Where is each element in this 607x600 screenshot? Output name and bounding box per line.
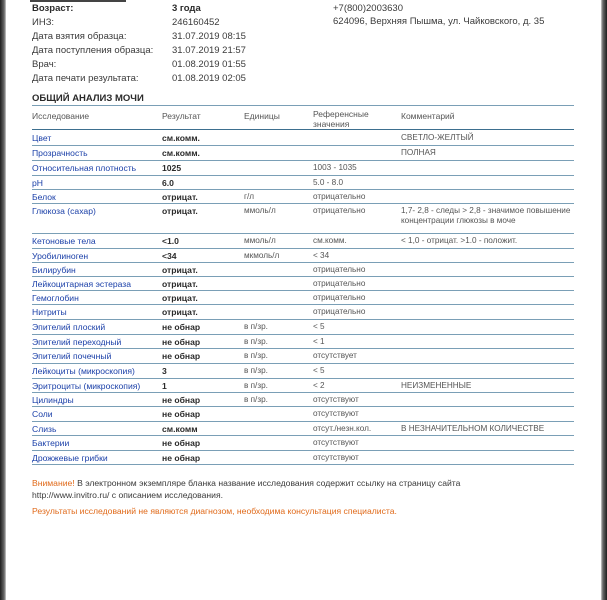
- reference-value: отсут./незн.кол.: [313, 424, 372, 433]
- test-name: Билирубин: [32, 265, 76, 275]
- reference-value: < 34: [313, 251, 330, 260]
- reference-value: отсутствует: [313, 351, 357, 360]
- doctor-label: Врач:: [32, 59, 57, 70]
- table-row: [32, 291, 574, 305]
- units-value: в п/зр.: [244, 351, 268, 360]
- result-value: не обнар: [162, 453, 201, 463]
- comment-text: 1,7- 2,8 - следы > 2,8 - значимое повышение концентрации глюкозы в моче: [401, 206, 571, 225]
- result-value: 1: [162, 381, 167, 391]
- test-name: Кетоновые тела: [32, 236, 96, 246]
- disclaimer-note: Результаты исследований не являются диагнозом, необходима консультация специалиста.: [32, 506, 397, 516]
- reference-value: отсутствуют: [313, 409, 359, 418]
- test-name: Гемоглобин: [32, 293, 79, 303]
- reference-value: отсутствуют: [313, 453, 359, 462]
- test-name: Цилиндры: [32, 395, 74, 405]
- attention-text: В электронном экземпляре бланка название исследования содержит ссылку на страницу сайта: [74, 478, 461, 488]
- test-name: Глюкоза (сахар): [32, 206, 96, 216]
- result-value: отрицат.: [162, 192, 198, 202]
- units-value: в п/зр.: [244, 322, 268, 331]
- test-name: Прозрачность: [32, 148, 88, 158]
- test-name: Уробилиноген: [32, 251, 89, 261]
- reference-value: отрицательно: [313, 307, 366, 316]
- reference-value: отрицательно: [313, 192, 366, 201]
- comment-text: СВЕТЛО-ЖЕЛТЫЙ: [401, 133, 474, 142]
- table-row: [32, 146, 574, 161]
- invitro-link-note: http://www.invitro.ru/ с описанием исследования.: [32, 490, 224, 500]
- test-name: pH: [32, 178, 43, 188]
- inz-value: 246160452: [172, 17, 220, 28]
- result-value: не обнар: [162, 395, 201, 405]
- age-value: 3 года: [172, 3, 201, 14]
- table-row: [32, 436, 574, 451]
- table-row: [32, 451, 574, 465]
- units-value: в п/зр.: [244, 395, 268, 404]
- test-name: Соли: [32, 409, 53, 419]
- result-value: не обнар: [162, 438, 201, 448]
- sample-taken-label: Дата взятия образца:: [32, 31, 127, 42]
- result-value: отрицат.: [162, 307, 198, 317]
- table-row: [32, 320, 574, 335]
- print-date-label: Дата печати результата:: [32, 73, 139, 84]
- table-row: [32, 335, 574, 349]
- result-value: не обнар: [162, 351, 201, 361]
- result-value: отрицат.: [162, 265, 198, 275]
- top-rule: [30, 0, 126, 2]
- table-row: [32, 161, 574, 176]
- result-value: отрицат.: [162, 293, 198, 303]
- result-value: 6.0: [162, 178, 174, 188]
- col-reference-2: значения: [313, 119, 350, 129]
- reference-value: < 1: [313, 337, 325, 346]
- table-row: [32, 364, 574, 379]
- reference-value: < 2: [313, 381, 325, 390]
- lab-address: 624096, Верхняя Пышма, ул. Чайковского, д. 35: [333, 16, 545, 27]
- reference-value: отрицательно: [313, 279, 366, 288]
- table-row: [32, 422, 574, 436]
- test-name: Лейкоциты (микроскопия): [32, 366, 135, 376]
- sample-taken-value: 31.07.2019 08:15: [172, 31, 246, 42]
- reference-value: < 5: [313, 322, 325, 331]
- print-date-value: 01.08.2019 02:05: [172, 73, 246, 84]
- col-result: Результат: [162, 111, 201, 121]
- table-row: [32, 131, 574, 146]
- table-row: [32, 263, 574, 277]
- result-value: см.комм: [162, 424, 198, 434]
- table-row: [32, 393, 574, 407]
- table-row: [32, 249, 574, 263]
- comment-text: ПОЛНАЯ: [401, 148, 436, 157]
- reference-value: отрицательно: [313, 206, 366, 215]
- doctor-value: 01.08.2019 01:55: [172, 59, 246, 70]
- table-row: [32, 349, 574, 364]
- test-name: Белок: [32, 192, 56, 202]
- section-title: ОБЩИЙ АНАЛИЗ МОЧИ: [32, 93, 144, 104]
- units-value: в п/зр.: [244, 381, 268, 390]
- units-value: мкмоль/л: [244, 251, 280, 260]
- table-row: [32, 204, 574, 234]
- left-shadow-edge: [0, 0, 6, 600]
- lab-phone: +7(800)2003630: [333, 3, 403, 14]
- result-value: не обнар: [162, 409, 201, 419]
- result-value: см.комм.: [162, 133, 200, 143]
- test-name: Эпителий плоский: [32, 322, 106, 332]
- table-row: [32, 379, 574, 393]
- comment-text: НЕИЗМЕНЕННЫЕ: [401, 381, 472, 390]
- result-value: <1.0: [162, 236, 179, 246]
- test-name: Цвет: [32, 133, 52, 143]
- col-test: Исследование: [32, 111, 90, 121]
- table-row: [32, 234, 574, 249]
- col-units: Единицы: [244, 111, 280, 121]
- result-value: не обнар: [162, 322, 201, 332]
- test-name: Эритроциты (микроскопия): [32, 381, 141, 391]
- inz-label: ИНЗ:: [32, 17, 55, 28]
- table-row: [32, 277, 574, 291]
- table-row: [32, 190, 574, 204]
- age-label: Возраст:: [32, 3, 74, 14]
- units-value: г/л: [244, 192, 255, 201]
- reference-value: 5.0 - 8.0: [313, 178, 344, 187]
- attention-label: Внимание!: [32, 478, 75, 488]
- units-value: в п/зр.: [244, 337, 268, 346]
- comment-text: В НЕЗНАЧИТЕЛЬНОМ КОЛИЧЕСТВЕ: [401, 424, 545, 433]
- table-row: [32, 176, 574, 190]
- units-value: в п/зр.: [244, 366, 268, 375]
- units-value: ммоль/л: [244, 236, 276, 245]
- right-shadow-edge: [601, 0, 607, 600]
- reference-value: отсутствуют: [313, 395, 359, 404]
- result-value: 1025: [162, 163, 182, 173]
- test-name: Дрожжевые грибки: [32, 453, 108, 463]
- result-value: <34: [162, 251, 177, 261]
- table-row: [32, 305, 574, 320]
- test-name: Бактерии: [32, 438, 70, 448]
- reference-value: < 5: [313, 366, 325, 375]
- result-value: см.комм.: [162, 148, 200, 158]
- header-top-rule: [32, 105, 574, 106]
- table-row: [32, 407, 574, 422]
- result-value: отрицат.: [162, 279, 198, 289]
- test-name: Нитриты: [32, 307, 67, 317]
- units-value: ммоль/л: [244, 206, 276, 215]
- reference-value: 1003 - 1035: [313, 163, 357, 172]
- reference-value: отсутствуют: [313, 438, 359, 447]
- col-comment: Комментарий: [401, 111, 455, 121]
- comment-text: < 1,0 - отрицат. >1.0 - положит.: [401, 236, 518, 245]
- result-value: отрицат.: [162, 206, 198, 216]
- sample-received-label: Дата поступления образца:: [32, 45, 154, 56]
- reference-value: отрицательно: [313, 293, 366, 302]
- test-name: Относительная плотность: [32, 163, 137, 173]
- result-value: не обнар: [162, 337, 201, 347]
- reference-value: см.комм.: [313, 236, 347, 245]
- test-name: Слизь: [32, 424, 57, 434]
- header-bottom-rule: [32, 129, 574, 130]
- test-name: Эпителий переходный: [32, 337, 122, 347]
- test-name: Лейкоцитарная эстераза: [32, 279, 132, 289]
- result-value: 3: [162, 366, 167, 376]
- col-reference-1: Референсные: [313, 109, 369, 119]
- test-name: Эпителий почечный: [32, 351, 112, 361]
- reference-value: отрицательно: [313, 265, 366, 274]
- attention-note: [32, 478, 460, 489]
- sample-received-value: 31.07.2019 21:57: [172, 45, 246, 56]
